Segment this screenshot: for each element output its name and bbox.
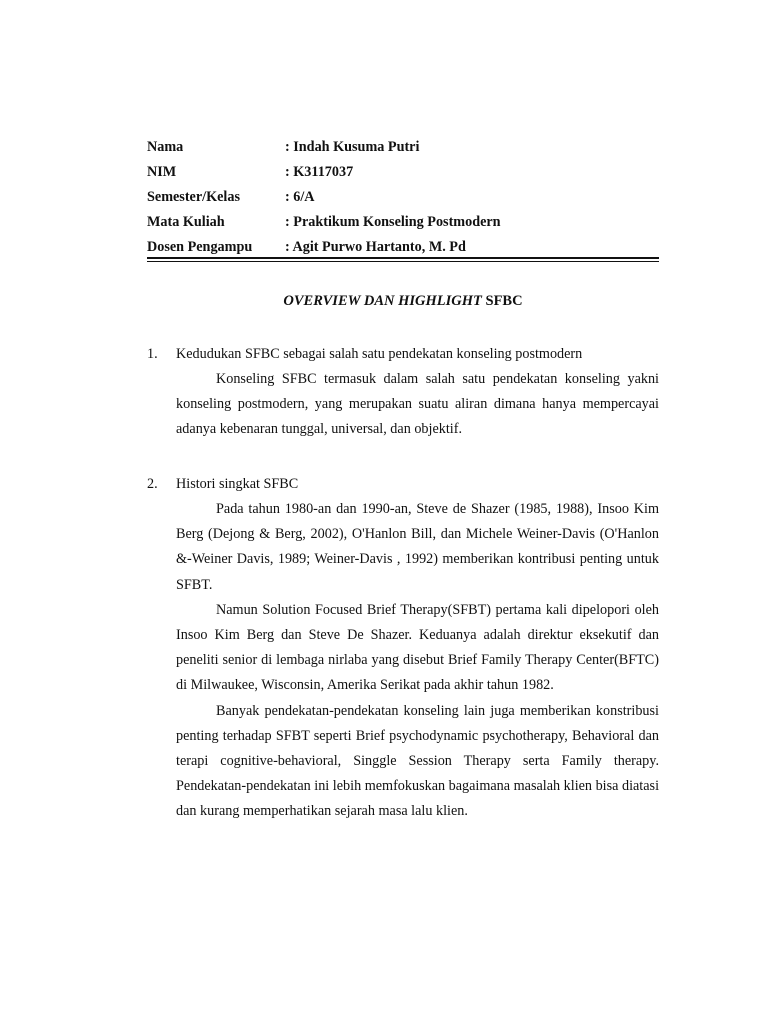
section-paragraph: Pada tahun 1980-an dan 1990-an, Steve de Shazer (1985, 1988), Insoo Kim Berg (Dejong & Berg, 2002), O'Hanlon Bill, dan Michele Weiner-Davis (O'Hanlon &-Weiner Davis, 1989; Weiner-Davis , 1992) memberikan kontribusi penting untuk SFBT. <box>176 501 659 593</box>
header-label: NIM <box>147 164 177 180</box>
header-row-nama <box>147 136 659 161</box>
header-divider-thin <box>147 261 659 262</box>
section-1 <box>147 342 659 443</box>
header-row-semester <box>147 186 659 211</box>
title-normal: SFBC <box>481 293 523 309</box>
document-title <box>0 293 768 310</box>
header-value: : Indah Kusuma Putri <box>285 139 420 155</box>
header-row-mata-kuliah <box>147 211 659 236</box>
section-heading-text: Kedudukan SFBC sebagai salah satu pendekatan konseling postmodern <box>176 346 583 362</box>
header-value: : 6/A <box>285 189 315 205</box>
header-divider-thick <box>147 257 659 259</box>
section-2 <box>147 472 659 825</box>
header-value: : Agit Purwo Hartanto, M. Pd <box>285 239 466 255</box>
section-paragraph: Namun Solution Focused Brief Therapy(SFBT) pertama kali dipelopori oleh Insoo Kim Berg dan Steve De Shazer. Keduanya adalah direktur eksekutif dan peneliti senior di lembaga nirlaba yang disebut Brief Family Therapy Center(BFTC) di Milwaukee, Wisconsin, Amerika Serikat pada akhir tahun 1982. <box>176 601 659 694</box>
header-label: Mata Kuliah <box>147 214 225 230</box>
section-number: 2. <box>147 476 158 492</box>
header-row-nim <box>147 161 659 186</box>
section-number: 1. <box>147 346 158 362</box>
section-heading <box>147 472 659 497</box>
header-label: Semester/Kelas <box>147 189 240 205</box>
section-paragraph: Banyak pendekatan-pendekatan konseling lain juga memberikan konstribusi penting terhadap SFBT seperti Brief psychodynamic psychotherapy, Behavioral dan terapi cognitive-behavioral, Singgle Session Therapy serta Family therapy. Pendekatan-pendekatan ini lebih memfokuskan bagaimana masalah klien bisa diatasi dan kurang memperhatikan sejarah masa lalu klien. <box>176 702 660 820</box>
header-value: : K3117037 <box>285 164 354 180</box>
section-heading <box>147 342 659 367</box>
section-heading-text: Histori singkat SFBC <box>176 476 299 492</box>
header-label: Nama <box>147 139 184 155</box>
header-label: Dosen Pengampu <box>147 239 253 255</box>
identity-header <box>147 136 659 261</box>
title-italic: OVERVIEW DAN HIGHLIGHT <box>283 293 482 309</box>
header-value: : Praktikum Konseling Postmodern <box>285 214 501 230</box>
section-paragraph: Konseling SFBC termasuk dalam salah satu pendekatan konseling yakni konseling postmodern, yang merupakan suatu aliran dimana hanya mempercayai adanya kebenaran tunggal, universal, dan objektif. <box>176 371 659 438</box>
